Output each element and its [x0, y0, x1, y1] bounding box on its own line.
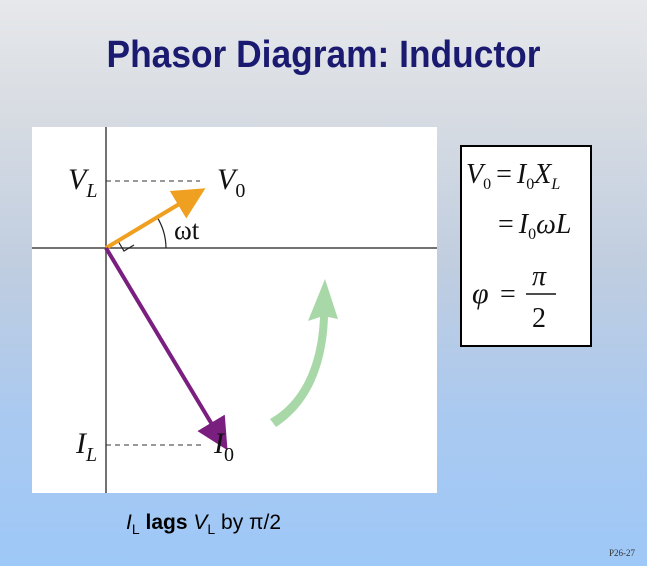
equation-line-1: $V_0 = I_0X_L$: [466, 159, 561, 193]
v0-phasor-label: $V_0$: [217, 163, 246, 202]
right-angle-marker: [118, 241, 134, 251]
i0-phasor-arrow: [106, 248, 223, 443]
caption-lags: lags: [145, 511, 188, 534]
caption-voltage: V: [193, 511, 208, 534]
equation-line-3: [472, 261, 556, 334]
svg-text:=: =: [500, 279, 516, 310]
svg-text:φ: φ: [472, 277, 489, 310]
caption-current: I: [126, 511, 132, 534]
il-axis-label: $I_L$: [76, 427, 98, 466]
equations-box: [460, 145, 592, 347]
equation-line-2: = $I_0\omega L$: [498, 209, 572, 243]
angle-arc: [157, 217, 166, 248]
vl-axis-label: $V_L$: [68, 163, 98, 202]
slide-number: P26-27: [608, 548, 635, 558]
i0-phasor-label: $I_0$: [214, 427, 234, 466]
rotation-direction-arrow: [270, 279, 338, 427]
phasor-diagram: [32, 127, 437, 493]
omega-t-label: ωt: [174, 215, 200, 245]
phasor-diagram-panel: [32, 127, 437, 493]
equations: [462, 147, 594, 349]
caption: [126, 511, 281, 535]
svg-text:2: 2: [532, 303, 546, 334]
svg-text:π: π: [532, 261, 547, 292]
caption-current-sub: L: [131, 521, 140, 537]
slide-title: Phasor Diagram: Inductor: [106, 34, 541, 76]
caption-voltage-sub: L: [207, 521, 216, 537]
caption-rest: by π/2: [221, 511, 282, 534]
